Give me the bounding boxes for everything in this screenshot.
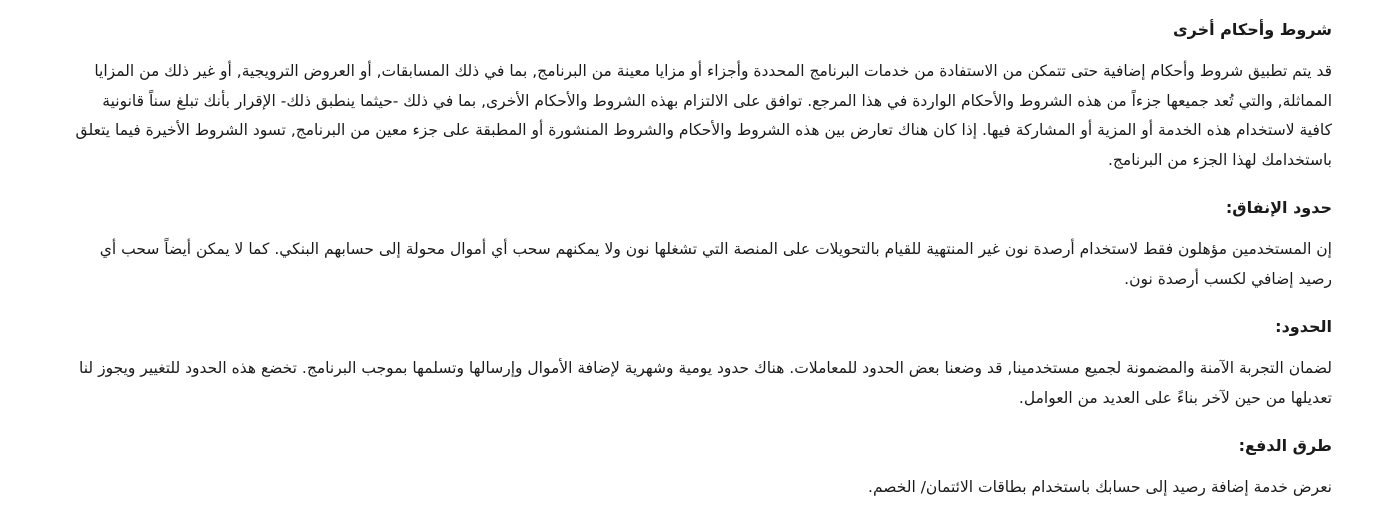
section-heading: حدود الإنفاق: xyxy=(1225,198,1332,217)
section-heading: طرق الدفع: xyxy=(1238,436,1332,455)
section-heading: شروط وأحكام أخرى xyxy=(1172,20,1332,39)
section-payment-methods xyxy=(68,434,1332,503)
section-paragraph: قد يتم تطبيق شروط وأحكام إضافية حتى تتمكن من الاستفادة من خدمات البرنامج المحددة وأجزاء أو مزايا معينة من البرنامج, بما في ذلك المسابقات, أو العروض الترويجية, أو غير ذلك من المزايا المماثلة, والتي تُعد جميعها جزءاً من هذه الشروط والأحكام الواردة في هذا المرجع. توافق على الالتزام بهذه الشروط والأحكام الأخرى, بما في ذلك -حيثما ينطبق ذلك- الإقرار بأنك تبلغ سناً قانونية كافية لاستخدام هذه الخدمة أو المزية أو المشاركة فيها. إذا كان هناك تعارض بين هذه الشروط والأحكام والشروط المنشورة أو المطبقة على جزء معين من البرنامج, تسود الشروط الأخيرة فيما يتعلق باستخدامك لهذا الجزء من البرنامج. xyxy=(75,62,1332,169)
section-paragraph: لضمان التجربة الآمنة والمضمونة لجميع مستخدمينا, قد وضعنا بعض الحدود للمعاملات. هناك حدود يومية وشهرية لإضافة الأموال وإرسالها وتسلمها بموجب البرنامج. تخضع هذه الحدود للتغيير ويجوز لنا تعديلها من حين لآخر بناءً على العديد من العوامل. xyxy=(79,359,1332,407)
section-other-terms xyxy=(68,18,1332,175)
section-paragraph: نعرض خدمة إضافة رصيد إلى حسابك باستخدام بطاقات الائتمان/ الخصم. xyxy=(868,478,1332,496)
section-limits xyxy=(68,315,1332,413)
section-spending-limits xyxy=(68,196,1332,294)
terms-document xyxy=(68,18,1332,524)
section-heading: الحدود: xyxy=(1275,317,1332,336)
section-paragraph: إن المستخدمين مؤهلون فقط لاستخدام أرصدة نون غير المنتهية للقيام بالتحويلات على المنصة التي تشغلها نون ولا يمكنهم سحب أي أموال محولة إلى حسابهم البنكي. كما لا يمكن أيضاً سحب أي رصيد إضافي لكسب أرصدة نون. xyxy=(99,240,1332,288)
